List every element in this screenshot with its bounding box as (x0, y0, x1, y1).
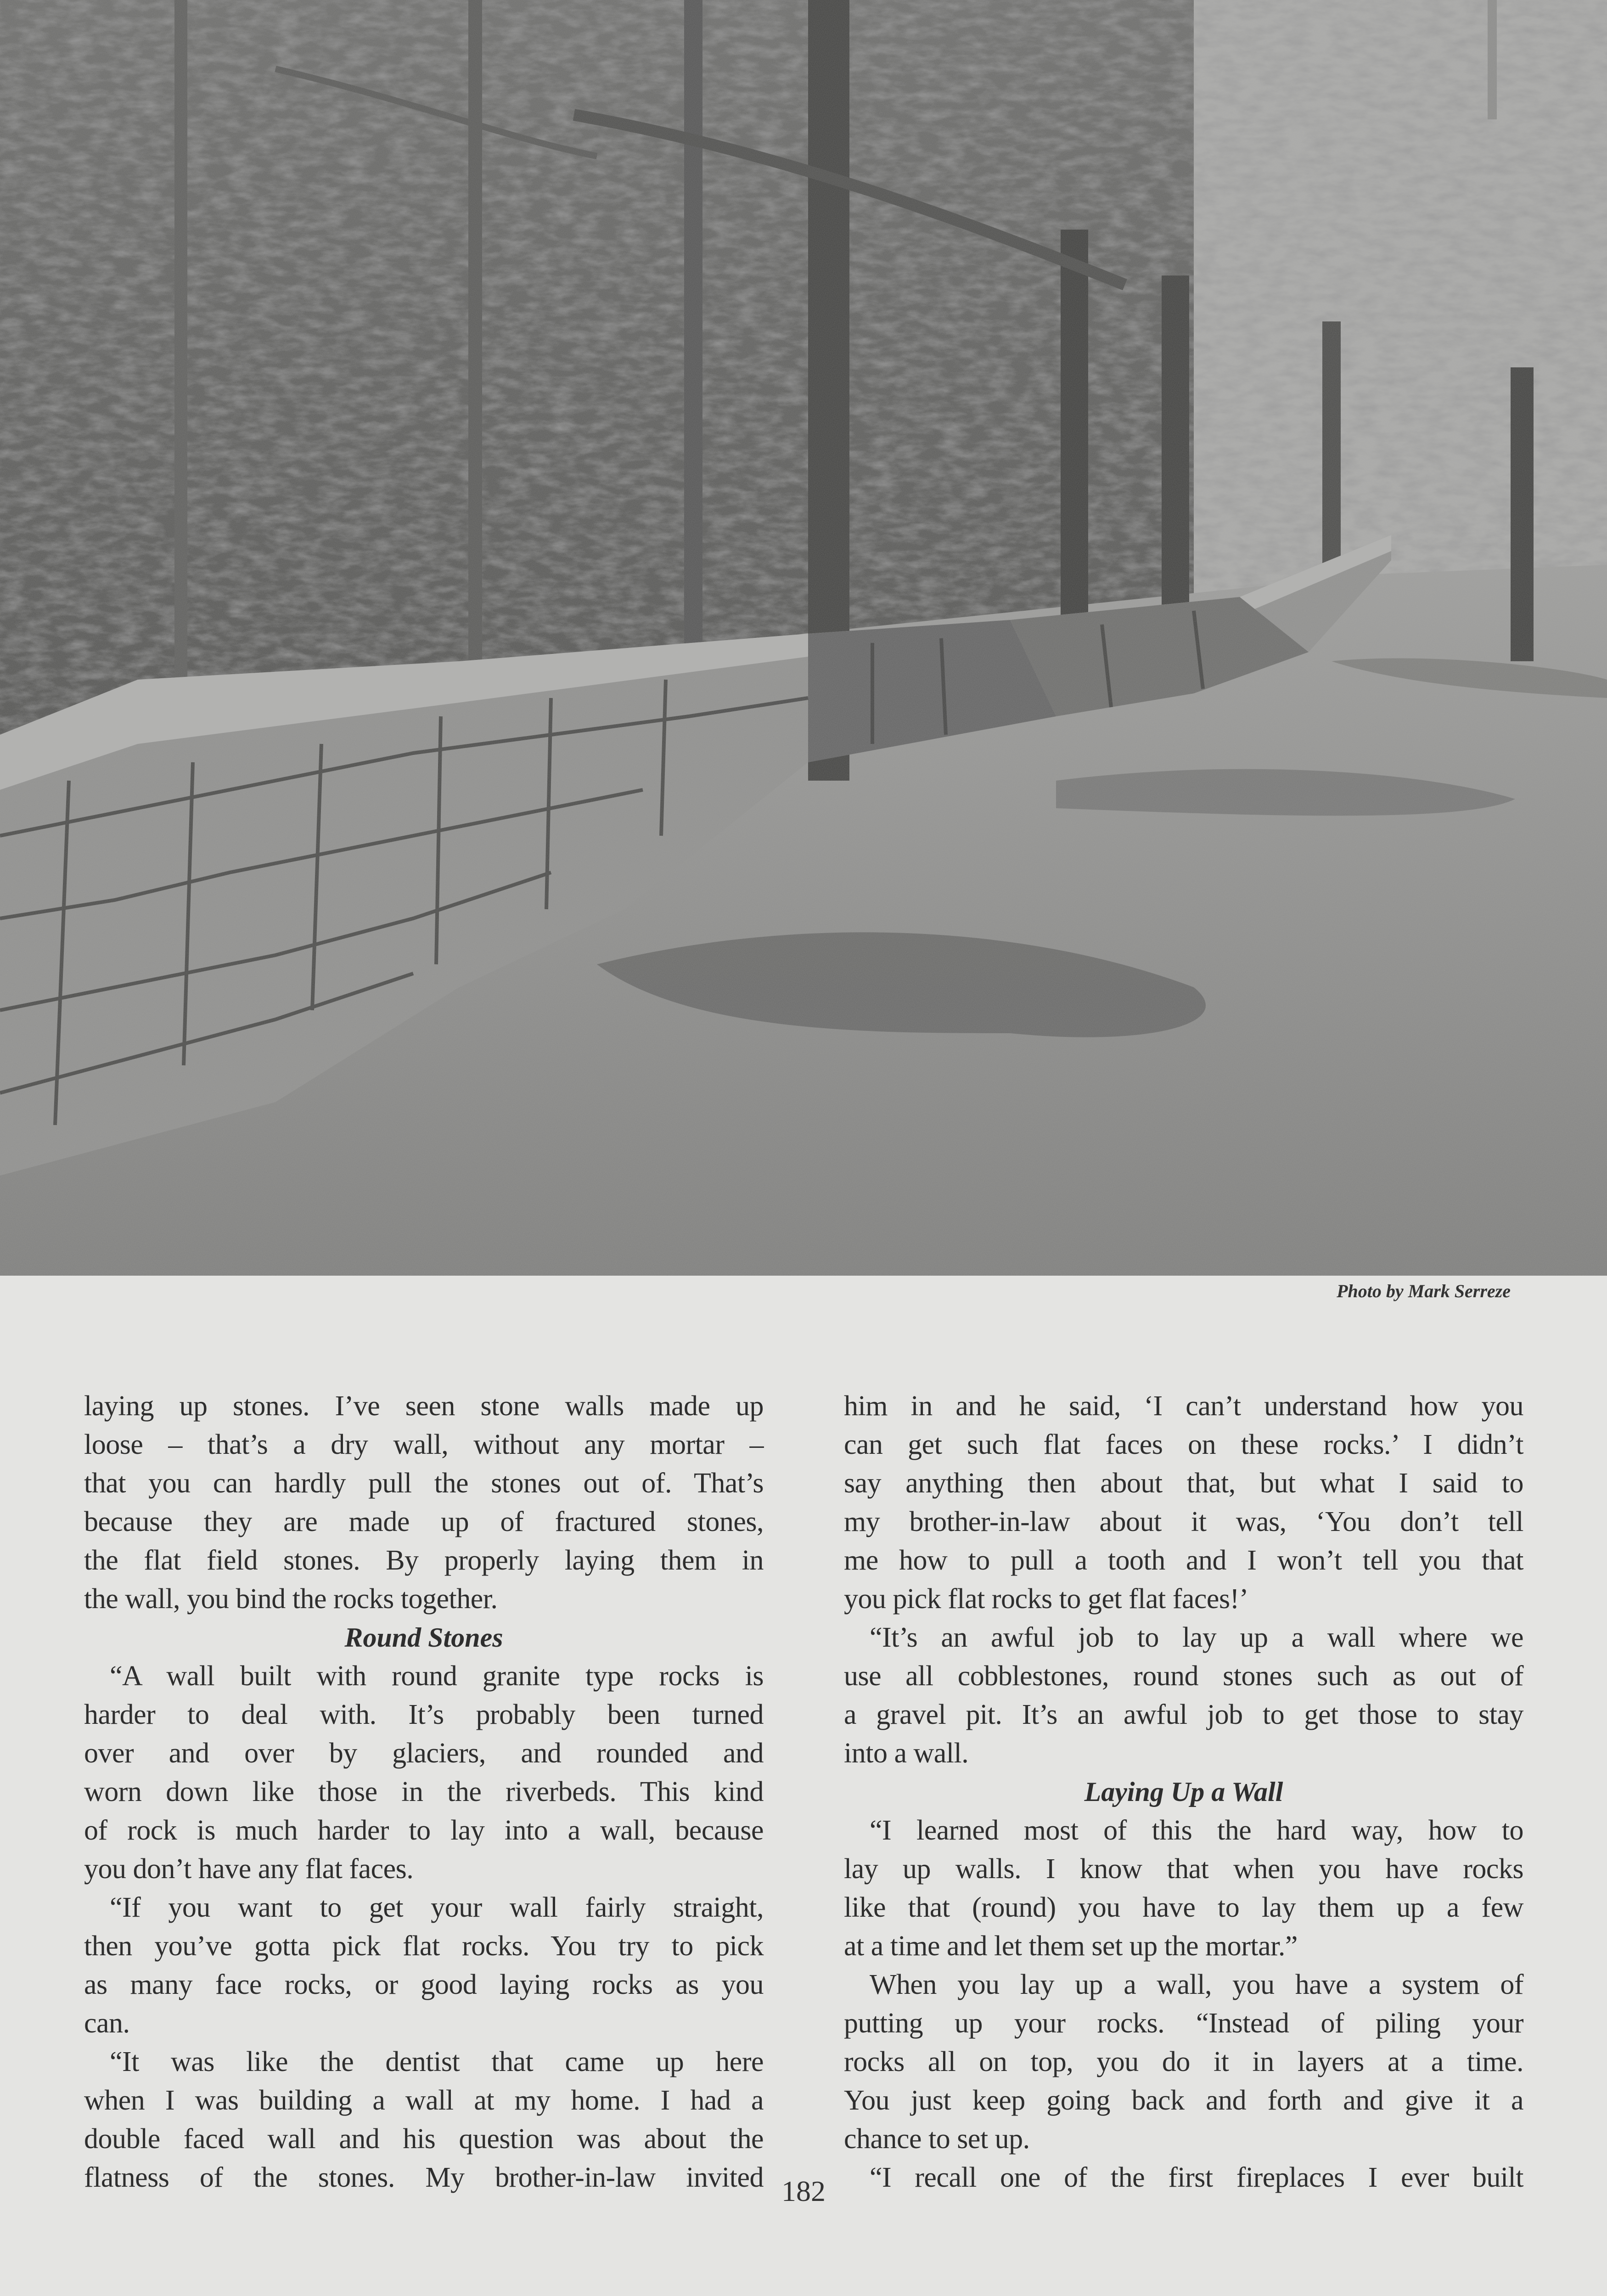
text-line: as many face rocks, or good laying rocks as you (84, 1969, 764, 2000)
paragraph-first-line: “It was like the dentist that came up here (110, 2046, 764, 2077)
text-line: you pick flat rocks to get flat faces!’ (844, 1583, 1248, 1615)
paragraph-first-line: When you lay up a wall, you have a system of (870, 1969, 1523, 2000)
text-line: laying up stones. I’ve seen stone walls made up (84, 1390, 764, 1422)
text-line: can get such flat faces on these rocks.’ I didn’t (844, 1429, 1523, 1460)
paragraph-first-line: “I learned most of this the hard way, how to (870, 1815, 1523, 1846)
text-line: my brother-in-law about it was, ‘You don’t tell (844, 1506, 1523, 1537)
paragraph-first-line: “A wall built with round granite type rocks is (110, 1660, 764, 1692)
text-line: harder to deal with. It’s probably been turned (84, 1699, 764, 1730)
text-line: loose – that’s a dry wall, without any mortar – (84, 1429, 764, 1460)
text-line: You just keep going back and forth and give it a (844, 2085, 1523, 2116)
text-line: lay up walls. I know that when you have rocks (844, 1853, 1523, 1885)
text-line: the flat field stones. By properly laying them in (84, 1545, 764, 1576)
section-heading: Laying Up a Wall (1084, 1777, 1283, 1807)
text-line: you don’t have any flat faces. (84, 1853, 414, 1885)
text-line: because they are made up of fractured stones, (84, 1506, 764, 1537)
page-number: 182 (781, 2175, 826, 2207)
text-line: worn down like those in the riverbeds. This kind (84, 1776, 764, 1807)
paragraph-first-line: “I recall one of the first fireplaces I ever built (870, 2162, 1523, 2193)
text-column-left (84, 1387, 764, 2197)
text-line: him in and he said, ‘I can’t understand how you (844, 1390, 1523, 1422)
text-line: say anything then about that, but what I said to (844, 1468, 1523, 1499)
text-line: then you’ve gotta pick flat rocks. You try to pick (84, 1930, 764, 1962)
text-line: that you can hardly pull the stones out of. That’s (84, 1468, 764, 1499)
text-line: when I was building a wall at my home. I had a (84, 2085, 764, 2116)
text-line: of rock is much harder to lay into a wall, because (84, 1815, 764, 1846)
photo-credit: Photo by Mark Serreze (1337, 1281, 1511, 1301)
text-line: at a time and let them set up the mortar.” (844, 1930, 1298, 1962)
text-line: rocks all on top, you do it in layers at a time. (844, 2046, 1523, 2077)
text-line: the wall, you bind the rocks together. (84, 1583, 498, 1615)
text-line: double faced wall and his question was about the (84, 2123, 764, 2155)
text-line: can. (84, 2008, 130, 2039)
text-line: like that (round) you have to lay them up a few (844, 1892, 1523, 1923)
text-line: over and over by glaciers, and rounded and (84, 1738, 764, 1769)
paragraph-first-line: “If you want to get your wall fairly straight, (110, 1892, 764, 1923)
text-line: into a wall. (844, 1738, 969, 1769)
text-line: putting up your rocks. “Instead of piling your (844, 2008, 1523, 2039)
text-column-right (844, 1387, 1523, 2197)
text-line: use all cobblestones, round stones such as out of (844, 1660, 1523, 1692)
text-line: a gravel pit. It’s an awful job to get those to stay (844, 1699, 1523, 1730)
text-line: chance to set up. (844, 2123, 1030, 2155)
section-heading: Round Stones (344, 1622, 503, 1653)
paragraph-first-line: “It’s an awful job to lay up a wall where we (870, 1622, 1523, 1653)
text-line: flatness of the stones. My brother-in-law invited (84, 2162, 764, 2193)
text-line: me how to pull a tooth and I won’t tell you that (844, 1545, 1523, 1576)
